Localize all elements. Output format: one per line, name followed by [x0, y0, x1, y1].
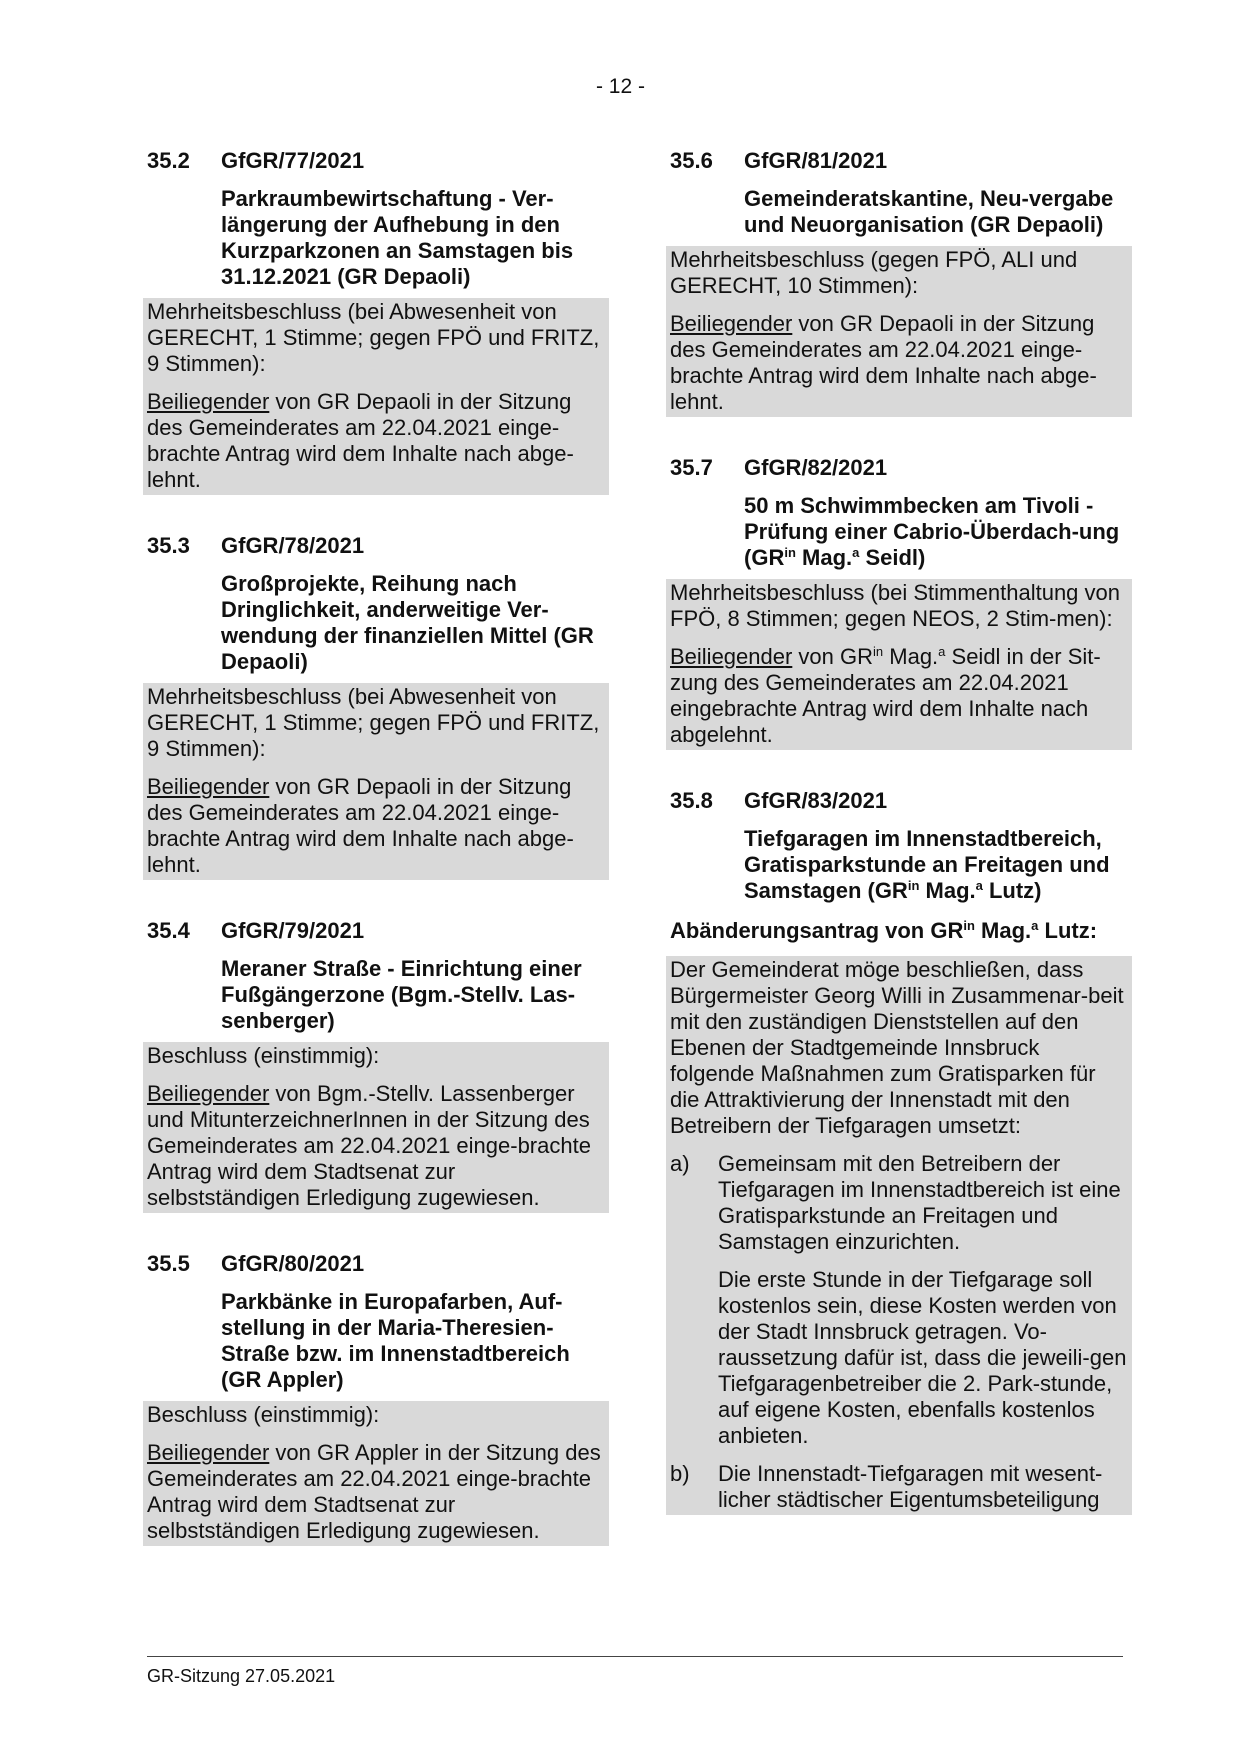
- agenda-item-35-3: [147, 533, 605, 880]
- list-paragraph: Die erste Stunde in der Tiefgarage soll kostenlos sein, diese Kosten werden von der Stadt Innsbruck getragen. Vo-raussetzung dafür ist, dass die jeweili-gen Tiefgaragenbetreiber die 2. Park-stunde, auf eigene Kosten, ebenfalls kostenlos anbieten.: [718, 1267, 1127, 1448]
- agenda-item-35-7: [670, 455, 1128, 750]
- item-number: 35.8: [670, 788, 713, 813]
- decision-body: von GR Depaoli in der Sitzung des Gemeinderates am 22.04.2021 einge-brachte Antrag wird dem Inhalte nach abge-lehnt.: [670, 311, 1097, 414]
- body-superscript: in: [873, 644, 884, 659]
- resolution-text: Mehrheitsbeschluss (bei Abwesenheit von GERECHT, 1 Stimme; gegen FPÖ und FRITZ, 9 Stimmen):: [147, 684, 600, 761]
- item-reference: GfGR/80/2021: [221, 1251, 365, 1276]
- item-number: 35.7: [670, 455, 713, 480]
- footer-text: GR-Sitzung 27.05.2021: [147, 1666, 336, 1686]
- resolution-text: Beschluss (einstimmig):: [147, 1402, 380, 1427]
- amendment-heading: [670, 918, 1128, 944]
- list-item-a: [670, 1151, 1128, 1449]
- resolution-text: Mehrheitsbeschluss (bei Abwesenheit von GERECHT, 1 Stimme; gegen FPÖ und FRITZ, 9 Stimmen):: [147, 299, 600, 376]
- amend-part: Lutz:: [1038, 918, 1098, 943]
- title-superscript: in: [784, 545, 796, 560]
- item-reference: GfGR/82/2021: [744, 455, 888, 480]
- list-body: [718, 1461, 1128, 1513]
- title-part: Tiefgaragen im Innenstadtbereich, Gratisparkstunde an Freitagen und Samstagen (GR: [744, 826, 1110, 903]
- resolution-box: [143, 298, 609, 495]
- item-title: Großprojekte, Reihung nach Dringlichkeit, anderweitige Ver-wendung der finanziellen Mittel (GR Depaoli): [221, 571, 594, 674]
- item-reference: GfGR/79/2021: [221, 918, 365, 943]
- item-title: Parkbänke in Europafarben, Auf-stellung in der Maria-Theresien-Straße bzw. im Innenstadtbereich (GR Appler): [221, 1289, 570, 1392]
- resolution-box: [143, 683, 609, 880]
- decision-lead: Beiliegender: [147, 389, 270, 414]
- item-heading: [147, 1251, 605, 1277]
- list-paragraph: Gemeinsam mit den Betreibern der Tiefgaragen im Innenstadtbereich ist eine Gratisparkstunde an Freitagen und Samstagen einzurichten.: [718, 1151, 1121, 1254]
- item-heading: [147, 148, 605, 174]
- footer-divider: [147, 1656, 1123, 1657]
- title-part: Lutz): [982, 878, 1042, 903]
- amendment-box: [666, 956, 1132, 1515]
- decision-text: [670, 644, 1128, 748]
- item-reference: GfGR/81/2021: [744, 148, 888, 173]
- item-reference: GfGR/78/2021: [221, 533, 365, 558]
- amendment-intro: Der Gemeinderat möge beschließen, dass Bürgermeister Georg Willi in Zusammenar-beit mit den zuständigen Dienststellen auf den Ebenen der Stadtgemeinde Innsbruck folgende Maßnahmen zum Gratisparken für die Attraktivierung der Innenstadt mit den Betreibern der Tiefgaragen umsetzt:: [670, 957, 1124, 1138]
- list-body: [718, 1151, 1128, 1449]
- decision-text: [147, 774, 605, 878]
- list-paragraph: Die Innenstadt-Tiefgaragen mit wesent-licher städtischer Eigentumsbeteiligung: [718, 1461, 1103, 1512]
- title-superscript: a: [852, 545, 860, 560]
- resolution-text: Mehrheitsbeschluss (bei Stimmenthaltung von FPÖ, 8 Stimmen; gegen NEOS, 2 Stim-men):: [670, 580, 1121, 631]
- resolution-box: [666, 246, 1132, 417]
- item-title: [744, 493, 1128, 571]
- agenda-item-35-6: [670, 148, 1128, 417]
- decision-lead: Beiliegender: [147, 774, 270, 799]
- decision-text: [147, 389, 605, 493]
- body-superscript: a: [938, 644, 946, 659]
- decision-body: Mag.: [883, 644, 939, 669]
- item-number: 35.3: [147, 533, 190, 558]
- right-column: [670, 148, 1128, 1553]
- left-column: [147, 148, 605, 1584]
- item-title: Gemeinderatskantine, Neu-vergabe und Neuorganisation (GR Depaoli): [744, 186, 1114, 237]
- resolution-box: [143, 1042, 609, 1213]
- amend-superscript: a: [1031, 918, 1039, 933]
- list-item-b: [670, 1461, 1128, 1513]
- item-heading: [147, 918, 605, 944]
- item-title: Meraner Straße - Einrichtung einer Fußgängerzone (Bgm.-Stellv. Las-senberger): [221, 956, 582, 1033]
- title-part: Mag.: [795, 545, 853, 570]
- decision-lead: Beiliegender: [147, 1440, 270, 1465]
- title-part: Mag.: [919, 878, 976, 903]
- item-number: 35.2: [147, 148, 190, 173]
- decision-body: von GR Depaoli in der Sitzung des Gemeinderates am 22.04.2021 einge-brachte Antrag wird dem Inhalte nach abge-lehnt.: [147, 774, 574, 877]
- item-heading: [670, 455, 1128, 481]
- title-superscript: a: [975, 878, 983, 893]
- resolution-text: Mehrheitsbeschluss (gegen FPÖ, ALI und GERECHT, 10 Stimmen):: [670, 247, 1078, 298]
- item-title: [744, 826, 1128, 904]
- decision-body: Seidl in der Sit-zung des Gemeinderates am 22.04.2021 eingebrachte Antrag wird dem Inhalte nach abgelehnt.: [670, 644, 1101, 747]
- item-heading: [670, 148, 1128, 174]
- decision-lead: Beiliegender: [670, 311, 793, 336]
- decision-body: von Bgm.-Stellv. Lassenberger und MitunterzeichnerInnen in der Sitzung des Gemeinderates am 22.04.2021 einge-brachte Antrag wird dem Stadtsenat zur selbstständigen Erledigung zugewiesen.: [147, 1081, 591, 1210]
- title-superscript: in: [907, 878, 920, 893]
- amend-part: Abänderungsantrag von GR: [670, 918, 964, 943]
- decision-body: von GR Appler in der Sitzung des Gemeinderates am 22.04.2021 einge-brachte Antrag wird dem Stadtsenat zur selbstständigen Erledigung zugewiesen.: [147, 1440, 601, 1543]
- decision-lead: Beiliegender: [670, 644, 793, 669]
- amend-part: Mag.: [974, 918, 1032, 943]
- item-heading: [670, 788, 1128, 814]
- item-reference: GfGR/77/2021: [221, 148, 365, 173]
- agenda-item-35-8: [670, 788, 1128, 1515]
- agenda-item-35-2: [147, 148, 605, 495]
- resolution-box: [143, 1401, 609, 1546]
- resolution-text: Beschluss (einstimmig):: [147, 1043, 380, 1068]
- decision-text: [670, 311, 1128, 415]
- item-reference: GfGR/83/2021: [744, 788, 888, 813]
- item-number: 35.4: [147, 918, 190, 943]
- decision-lead: Beiliegender: [147, 1081, 270, 1106]
- title-part: Seidl): [859, 545, 926, 570]
- item-title: Parkraumbewirtschaftung - Ver-längerung der Aufhebung in den Kurzparkzonen an Samstagen bis 31.12.2021 (GR Depaoli): [221, 186, 574, 289]
- agenda-item-35-4: [147, 918, 605, 1213]
- title-part: 50 m Schwimmbecken am Tivoli - Prüfung einer Cabrio-Überdach-ung (GR: [744, 493, 1120, 570]
- agenda-item-35-5: [147, 1251, 605, 1546]
- page-number: - 12 -: [595, 75, 645, 98]
- resolution-box: [666, 579, 1132, 750]
- amend-superscript: in: [963, 918, 975, 933]
- decision-text: [147, 1440, 605, 1544]
- list-marker: b): [670, 1461, 690, 1486]
- item-heading: [147, 533, 605, 559]
- decision-body: von GR Depaoli in der Sitzung des Gemeinderates am 22.04.2021 einge-brachte Antrag wird dem Inhalte nach abge-lehnt.: [147, 389, 574, 492]
- decision-text: [147, 1081, 605, 1211]
- item-number: 35.5: [147, 1251, 190, 1276]
- item-number: 35.6: [670, 148, 713, 173]
- decision-body: von GR: [792, 644, 874, 669]
- list-marker: a): [670, 1151, 690, 1176]
